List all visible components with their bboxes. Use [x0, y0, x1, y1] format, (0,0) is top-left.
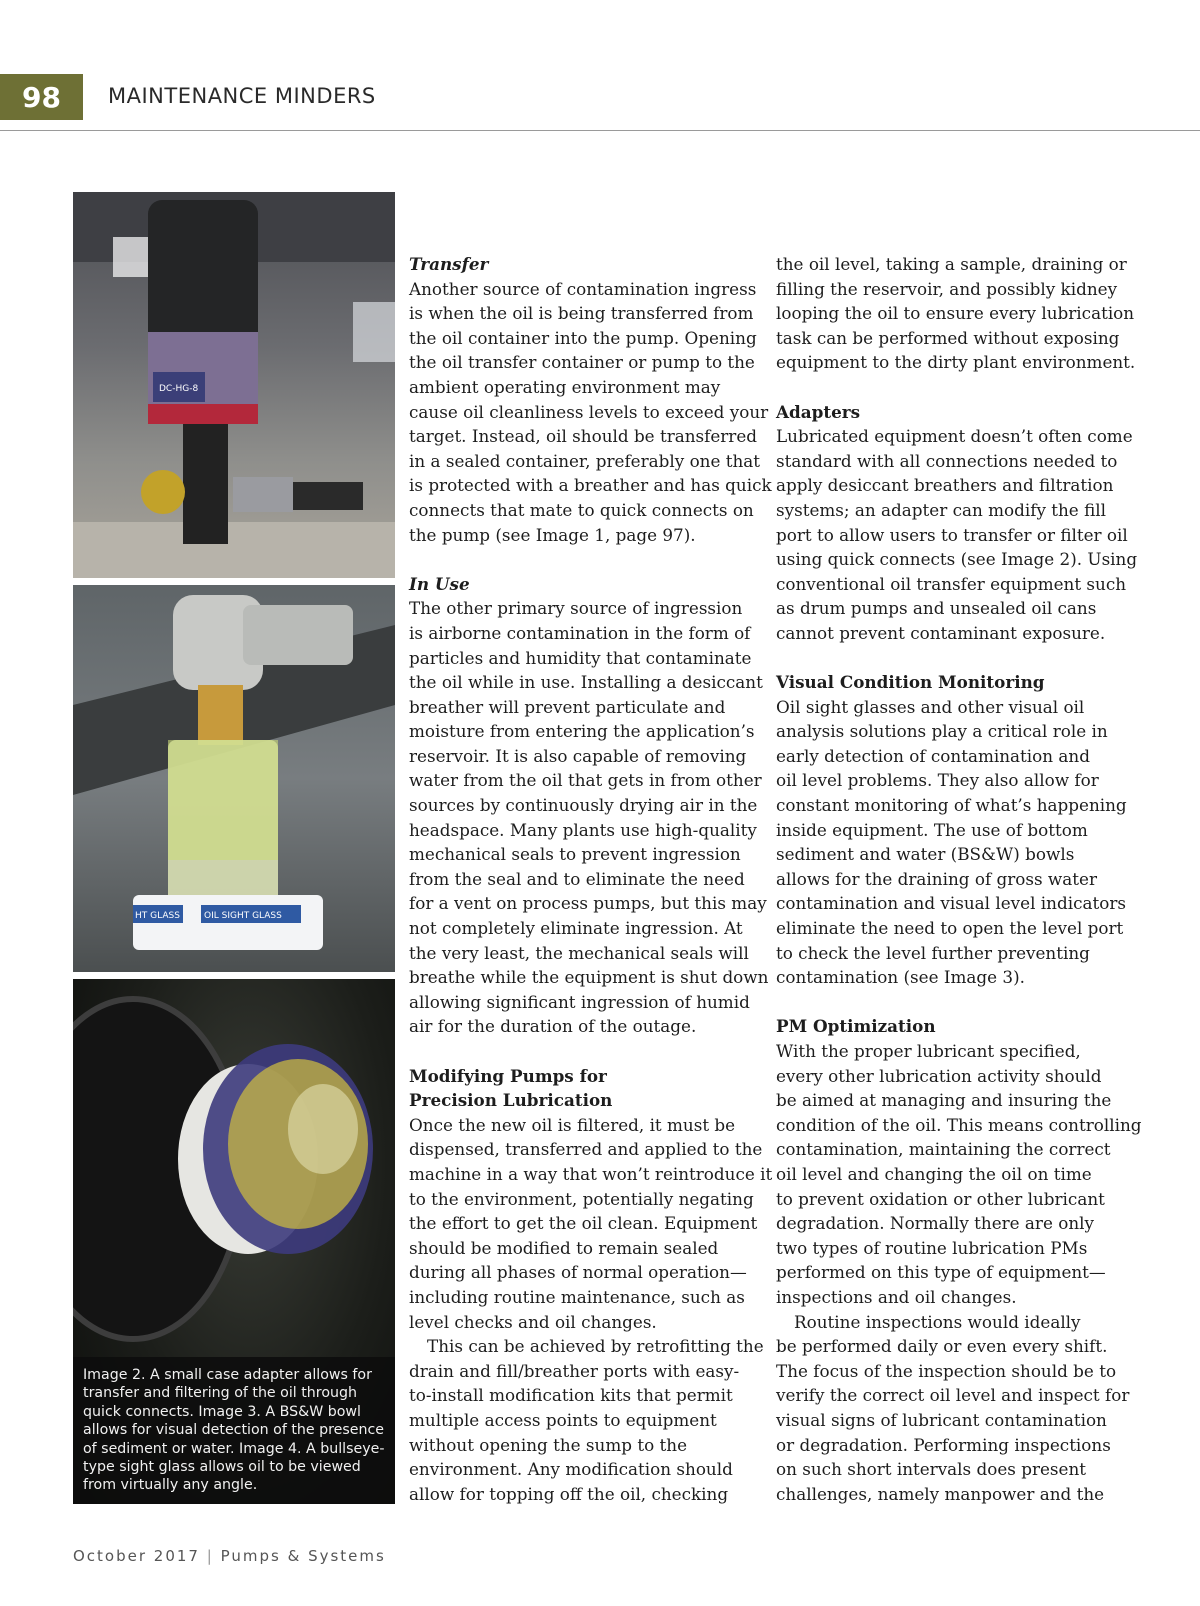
body-line: to prevent oxidation or other lubricant	[776, 1188, 1105, 1209]
section-title: MAINTENANCE MINDERS	[108, 84, 376, 108]
heading-in-use: In Use	[409, 573, 470, 594]
body-line: With the proper lubricant specified,	[776, 1041, 1081, 1061]
body-line: allows for the draining of gross water	[776, 868, 1097, 889]
body-line: apply desiccant breathers and filtration	[776, 475, 1114, 496]
body-line: is airborne contamination in the form of	[409, 622, 751, 643]
body-line: on such short intervals does present	[776, 1459, 1087, 1480]
body-line: the oil level, taking a sample, draining or	[776, 254, 1127, 274]
heading-visual-condition-monitoring: Visual Condition Monitoring	[776, 672, 1045, 693]
body-line: oil level and changing the oil on time	[776, 1163, 1092, 1184]
body-line: constant monitoring of what’s happening	[776, 795, 1127, 816]
body-line: the pump (see Image 1, page 97).	[409, 524, 696, 545]
body-line: breathe while the equipment is shut down	[409, 967, 769, 988]
body-line: cause oil cleanliness levels to exceed your	[409, 401, 769, 422]
body-line: to the environment, potentially negating	[409, 1188, 754, 1209]
body-line: including routine maintenance, such as	[409, 1286, 745, 1307]
body-line: the very least, the mechanical seals will	[409, 942, 749, 963]
body-line: visual signs of lubricant contamination	[776, 1409, 1107, 1430]
body-line: air for the duration of the outage.	[409, 1016, 697, 1037]
body-line: breather will prevent particulate and	[409, 696, 726, 717]
body-line: is protected with a breather and has quick	[409, 475, 772, 496]
body-line: port to allow users to transfer or filter oil	[776, 524, 1128, 545]
body-line: equipment to the dirty plant environment.	[776, 352, 1136, 373]
body-line: inside equipment. The use of bottom	[776, 819, 1088, 840]
body-line: using quick connects (see Image 2). Using	[776, 549, 1138, 570]
body-line: early detection of contamination and	[776, 745, 1090, 766]
heading-adapters: Adapters	[776, 401, 861, 422]
body-line: in a sealed container, preferably one that	[409, 450, 761, 471]
caption-line: of sediment or water. Image 4. A bullseye-	[83, 1440, 385, 1457]
body-line: the effort to get the oil clean. Equipment	[409, 1213, 758, 1234]
heading-precision-lubrication: Precision Lubrication	[409, 1090, 613, 1111]
body-line: cannot prevent contaminant exposure.	[776, 622, 1106, 643]
body-line: level checks and oil changes.	[409, 1311, 657, 1332]
image-caption	[73, 1357, 395, 1504]
body-line: during all phases of normal operation—	[409, 1262, 747, 1283]
body-line: be performed daily or even every shift.	[776, 1336, 1108, 1357]
body-line: the oil transfer container or pump to the	[409, 352, 755, 373]
caption-line: type sight glass allows oil to be viewed	[83, 1459, 361, 1476]
body-line: Once the new oil is filtered, it must be	[409, 1114, 736, 1135]
body-line: performed on this type of equipment—	[776, 1262, 1106, 1283]
body-line: allowing significant ingression of humid	[409, 991, 750, 1012]
body-line: multiple access points to equipment	[409, 1409, 717, 1430]
body-line: moisture from entering the application’s	[409, 721, 755, 742]
heading-transfer: Transfer	[409, 254, 489, 274]
caption-line: allows for visual detection of the presence	[83, 1422, 385, 1439]
caption-line: Image 2. A small case adapter allows for	[83, 1367, 372, 1383]
body-line: analysis solutions play a critical role in	[776, 721, 1108, 742]
body-line: looping the oil to ensure every lubrication	[776, 303, 1135, 324]
body-line: The focus of the inspection should be to	[776, 1360, 1117, 1381]
body-line: degradation. Normally there are only	[776, 1213, 1094, 1234]
body-line: environment. Any modification should	[409, 1459, 733, 1480]
page-footer	[73, 1547, 386, 1565]
body-line: allow for topping off the oil, checking	[409, 1483, 729, 1504]
body-line: to check the level further preventing	[776, 942, 1090, 963]
body-line: reservoir. It is also capable of removing	[409, 745, 747, 766]
body-line: Another source of contamination ingress	[409, 278, 757, 299]
body-line: The other primary source of ingression	[409, 598, 743, 619]
body-line: mechanical seals to prevent ingression	[409, 844, 741, 865]
body-line: conventional oil transfer equipment such	[776, 573, 1127, 594]
body-line: for a vent on process pumps, but this may	[409, 893, 767, 914]
footer-separator: |	[206, 1547, 214, 1565]
article-column-1	[409, 252, 773, 1506]
body-line: This can be achieved by retrofitting the	[427, 1336, 764, 1357]
article-column-2	[776, 252, 1142, 1506]
body-line: the oil container into the pump. Opening	[409, 327, 757, 348]
body-line: machine in a way that won’t reintroduce it	[409, 1163, 773, 1184]
body-line: connects that mate to quick connects on	[409, 499, 754, 520]
body-line: dispensed, transferred and applied to the	[409, 1139, 763, 1160]
body-line: condition of the oil. This means controlling	[776, 1114, 1142, 1135]
heading-modifying-pumps: Modifying Pumps for	[409, 1065, 607, 1086]
body-line: verify the correct oil level and inspect for	[776, 1385, 1130, 1406]
body-line: particles and humidity that contaminate	[409, 647, 752, 668]
body-line: inspections and oil changes.	[776, 1286, 1017, 1307]
caption-line: quick connects. Image 3. A BS&W bowl	[83, 1403, 361, 1420]
sight-glass-label: OIL SIGHT GLASS	[204, 911, 282, 921]
caption-line: from virtually any angle.	[83, 1477, 258, 1494]
body-line: challenges, namely manpower and the	[776, 1483, 1105, 1504]
body-line: contamination, maintaining the correct	[776, 1139, 1111, 1160]
body-line: target. Instead, oil should be transferred	[409, 426, 757, 447]
adapter-label: DC-HG-8	[159, 384, 199, 394]
body-line: without opening the sump to the	[409, 1434, 687, 1455]
footer-date: October 2017	[73, 1547, 200, 1565]
body-line: headspace. Many plants use high-quality	[409, 819, 757, 840]
sight-glass-label-left: HT GLASS	[135, 911, 180, 921]
photo-sight-glass	[73, 585, 395, 972]
header-divider	[0, 130, 1200, 131]
body-line: ambient operating environment may	[409, 376, 721, 397]
body-line: from the seal and to eliminate the need	[409, 868, 745, 889]
body-line: the oil while in use. Installing a desiccant	[409, 672, 763, 693]
caption-line: transfer and filtering of the oil through	[83, 1385, 357, 1402]
body-line: filling the reservoir, and possibly kidney	[776, 278, 1118, 299]
body-line: every other lubrication activity should	[776, 1065, 1102, 1086]
page-number: 98	[0, 74, 83, 120]
body-line: sediment and water (BS&W) bowls	[776, 844, 1075, 865]
body-line: sources by continuously drying air in the	[409, 795, 758, 816]
body-line: two types of routine lubrication PMs	[776, 1237, 1088, 1258]
photo-breather-adapter	[73, 192, 395, 578]
body-line: Lubricated equipment doesn’t often come	[776, 426, 1133, 447]
heading-pm-optimization: PM Optimization	[776, 1016, 936, 1037]
body-line: task can be performed without exposing	[776, 327, 1120, 348]
body-line: contamination (see Image 3).	[776, 967, 1025, 988]
body-line: should be modified to remain sealed	[409, 1237, 719, 1258]
body-line: water from the oil that gets in from other	[409, 770, 762, 791]
body-line: to-install modification kits that permit	[409, 1385, 733, 1406]
body-line: as drum pumps and unsealed oil cans	[776, 598, 1097, 619]
body-line: be aimed at managing and insuring the	[776, 1090, 1112, 1111]
body-line: systems; an adapter can modify the fill	[776, 499, 1107, 520]
footer-publication: Pumps & Systems	[220, 1547, 386, 1565]
body-line: contamination and visual level indicators	[776, 893, 1126, 914]
body-line: is when the oil is being transferred from	[409, 303, 754, 324]
body-line: or degradation. Performing inspections	[776, 1434, 1111, 1455]
body-line: eliminate the need to open the level port	[776, 918, 1124, 939]
body-line: not completely eliminate ingression. At	[409, 918, 743, 939]
body-line: standard with all connections needed to	[776, 450, 1118, 471]
body-line: oil level problems. They also allow for	[776, 770, 1099, 791]
body-line: drain and fill/breather ports with easy-	[409, 1360, 740, 1381]
body-line: Oil sight glasses and other visual oil	[776, 696, 1085, 717]
body-line: Routine inspections would ideally	[794, 1311, 1081, 1332]
